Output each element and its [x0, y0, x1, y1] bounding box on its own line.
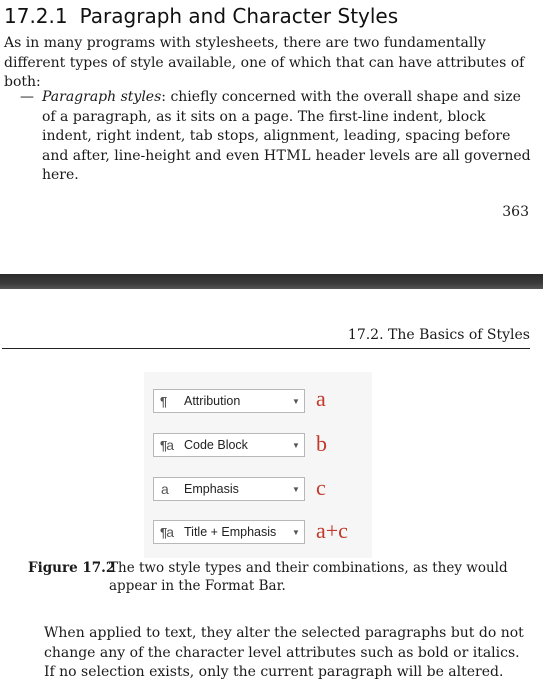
figure-caption	[28, 559, 518, 595]
paragraph-character-icon: ¶ a	[160, 524, 175, 540]
page-break-bar	[0, 274, 543, 289]
style-select-attribution[interactable]	[153, 389, 305, 413]
chevron-down-icon: ▼	[292, 484, 300, 494]
figure-caption-text: The two style types and their combinations, as they would appear in the Format Bar.	[109, 560, 508, 594]
intro-paragraph: As in many programs with stylesheets, there are two fundamentally different types of style available, one of which that can have attributes of both:	[4, 35, 525, 90]
style-select-label: Attribution	[184, 394, 241, 408]
bullet-dash: —	[20, 89, 34, 105]
running-head-rule	[2, 348, 530, 349]
chevron-down-icon: ▼	[292, 440, 300, 450]
figure-letter-b: b	[316, 431, 327, 456]
bullet-html-term: HTML	[263, 147, 311, 164]
style-select-code-block[interactable]	[153, 433, 305, 457]
character-icon: a	[161, 481, 169, 497]
style-select-emphasis[interactable]	[153, 477, 305, 501]
figure-letter-c: c	[316, 475, 326, 500]
paragraph-character-icon: ¶ a	[160, 437, 175, 453]
section-number: 17.2.1	[4, 4, 68, 28]
chevron-down-icon: ▼	[292, 396, 300, 406]
section-title: Paragraph and Character Styles	[79, 4, 399, 28]
paragraph-icon: ¶	[160, 393, 168, 409]
page-number: 363	[502, 204, 529, 220]
style-select-label: Code Block	[184, 438, 248, 452]
list-item-paragraph-styles	[20, 88, 532, 186]
figure-letter-a: a	[316, 386, 326, 411]
figure-letter-a-plus-c: a+c	[316, 518, 348, 543]
closing-paragraph: When applied to text, they alter the selected paragraphs but do not change any of the character level attributes such as bold or italics. If no selection exists, only the current paragraph will be altered.	[44, 625, 524, 680]
bullet-text-part-1: : chiefly concerned with the overall shape and size of a paragraph, as it sits on a page. The first-line indent, block indent, right indent, tab stops, alignment, leading, spacing before and after, line-height and even	[42, 89, 521, 164]
bullet-term: Paragraph styles	[42, 89, 162, 105]
bullet-text-part-2: header levels are all governed here.	[42, 147, 531, 183]
section-heading	[4, 3, 398, 29]
style-select-label: Title + Emphasis	[184, 525, 277, 539]
style-select-title-emphasis[interactable]	[153, 520, 305, 544]
style-select-label: Emphasis	[184, 482, 239, 496]
figure-caption-label: Figure 17.2	[28, 560, 116, 576]
running-head: 17.2. The Basics of Styles	[347, 327, 530, 343]
chevron-down-icon: ▼	[292, 527, 300, 537]
